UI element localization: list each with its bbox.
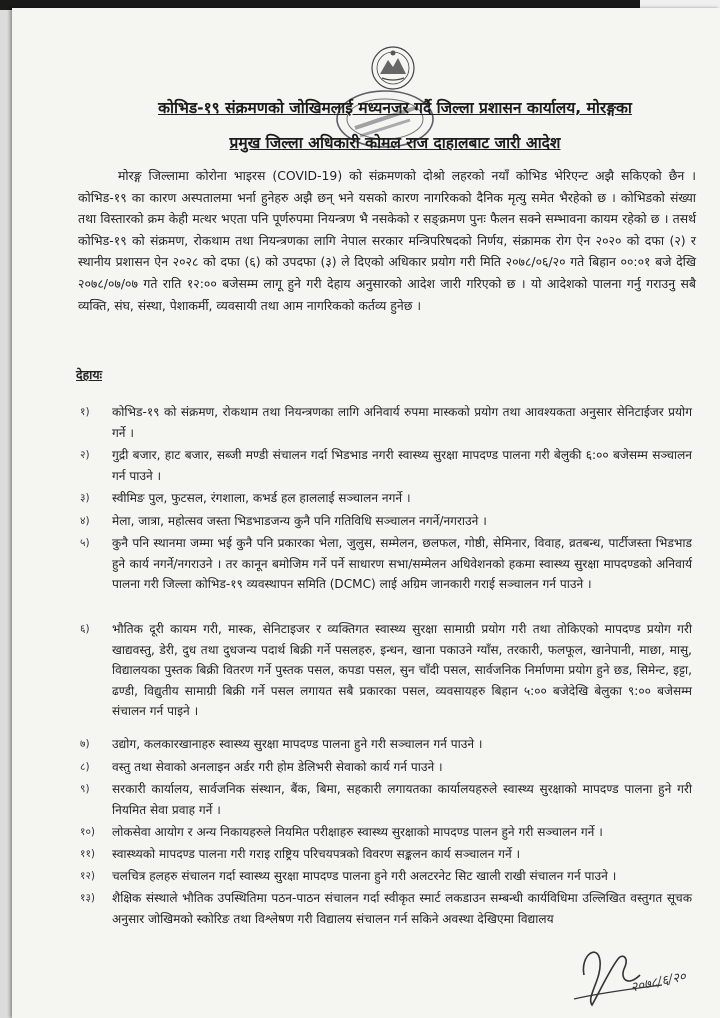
list-item [80,511,692,532]
item-number: ७) [80,738,90,750]
section-heading: देहायः [76,367,103,382]
list-item [80,822,692,843]
item-number: ३) [80,492,90,504]
government-emblem-icon [368,44,418,92]
item-number: ८) [80,761,90,773]
item-text: कोभिड-१९ को संक्रमण, रोकथाम तथा नियन्त्रणका लागि अनिवार्य रुपमा मास्कको प्रयोग तथा आवश्यकता अनुसार सेनिटाईजर प्रयोग गर्ने । [112,405,692,440]
item-text: स्वास्थ्यको मापदण्ड पालना गरी गराइ राष्ट्रिय परिचयपत्रको विवरण सङ्कलन कार्य सञ्चालन गर्ने । [112,847,521,861]
item-text: गुद्री बजार, हाट बजार, सब्जी मण्डी संचालन गर्दा भिडभाड नगरी स्वास्थ्य सुरक्षा मापदण्ड पालना गरी बेलुकी ६:०० बजेसम्म सञ्चालन गर्न पाउने । [112,448,692,483]
item-number: ६) [80,623,90,635]
list-item [80,757,692,778]
item-text: चलचित्र हलहरु संचालन गर्दा स्वास्थ्य सुरक्षा मापदण्ड पालना हुने गरी अलटरनेट सिट खाली राखी संचालन गर्न पाउने । [112,869,617,883]
list-item [80,734,692,755]
signature-date: २०७८/६/२० [629,969,688,996]
item-text: शैक्षिक संस्थाले भौतिक उपस्थितिमा पठन-पाठन संचालन गर्दा स्वीकृत स्मार्ट लकडाउन सम्बन्धी कार्यविधिमा उल्लिखित वस्तुगत सूचक अनुसार जोखिमको स्कोरिङ तथा विश्लेषण गरी विद्यालय संचालन गर्न सकिने अवस्था देखिएमा विद्यालय [112,891,692,926]
list-item [80,533,692,595]
item-number: २) [80,449,90,461]
list-item [80,402,692,443]
intro-paragraph: मोरङ्ग जिल्लामा कोरोना भाइरस (COVID-19) को संक्रमणको दोश्रो लहरको नयाँ कोभिड भेरिएन्ट अझै सकिएको छैन । कोभिड-१९ का कारण अस्पतालमा भर्ना हुनेहरु अझै छन् भने यसको कारण नागरिकको दैनिक मृत्यु समेत भैरहेको छ । कोभिडको संख्या तथा विस्तारको क्रम केही मत्थर भएता पनि पूर्णरुपमा नियन्त्रण भै नसकेको र सङ्क्रमण पुनः फैलन सक्ने सम्भावना कायम रहेको छ । तसर्थ कोभिड-१९ को संक्रमण, रोकथाम तथा नियन्त्रणका लागि नेपाल सरकार मन्त्रिपरिषदको निर्णय, संक्रामक रोग ऐन २०२० को दफा (२) र स्थानीय प्रशासन ऐन २०२८ को दफा (६) को उपदफा (३) ले दिएको अधिकार प्रयोग गरी मिति २०७८/०६/२० गते बिहान ००:०१ बजे देखि २०७८/०७/०७ गते राति १२:०० बजेसम्म लागू हुने गरी देहाय अनुसारको आदेश जारी गरिएको छ । यो आदेशको पालना गर्नु गराउनु सबै व्यक्ति, संघ, संस्था, पेशाकर्मी, व्यवसायी तथा आम नागरिकको कर्तव्य हुनेछ । [78,168,696,313]
item-text: उद्योग, कलकारखानाहरु स्वास्थ्य सुरक्षा मापदण्ड पालना हुने गरी सञ्चालन गर्न पाउने । [112,737,483,751]
list-item [80,779,692,820]
item-text: कुनै पनि स्थानमा जम्मा भई कुनै पनि प्रकारका भेला, जुलुस, सम्मेलन, छलफल, गोष्ठी, सेमिनार, विवाह, व्रतबन्ध, पार्टीजस्ता भिडभाड हुने कार्य नगर्ने/नगराउने । तर कानून बमोजिम गर्ने पर्ने साधारण सभा/सम्मेलन अधिवेशनको हकमा स्वास्थ्य सुरक्षा मापदण्डको अनिवार्य पालना गरी जिल्ला कोभिड-१९ व्यवस्थापन समिति (DCMC) लाई अग्रिम जानकारी गराई सञ्चालन गर्न पाउने । [112,536,692,591]
item-text: सरकारी कार्यालय, सार्वजनिक संस्थान, बैंक, बिमा, सहकारी लगायतका कार्यालयहरुले स्वास्थ्य सुरक्षाको मापदण्ड पालना हुने गरी नियमित सेवा प्रवाह गर्ने । [112,782,692,817]
item-text: मेला, जात्रा, महोत्सव जस्ता भिडभाडजन्य कुनै पनि गतिविधि सञ्चालन नगर्ने/नगराउने । [112,514,487,528]
item-number: ५) [80,537,90,549]
handwritten-signature-icon [570,935,710,1013]
list-item [80,619,692,722]
item-text: वस्तु तथा सेवाको अनलाइन अर्डर गरी होम डेलिभरी सेवाको कार्य गर्न पाउने । [112,760,443,774]
item-number: १) [80,406,90,418]
list-item [80,866,692,887]
list-item [80,888,692,929]
item-text: लोकसेवा आयोग र अन्य निकायहरुले नियमित परीक्षाहरु स्वास्थ्य सुरक्षाको मापदण्ड पालन हुने गरी सञ्चालन गर्ने । [112,825,603,839]
item-number: ९) [80,783,90,795]
item-text: भौतिक दूरी कायम गरी, मास्क, सेनिटाइजर र व्यक्तिगत स्वास्थ्य सुरक्षा सामाग्री प्रयोग गरी तथा तोकिएको मापदण्ड प्रयोग गरी खाद्यवस्तु, डेरी, दुध तथा दुधजन्य पदार्थ बिक्री गर्ने पसलहरु, इन्धन, खाना पकाउने ग्याँस, तरकारी, फलफूल, खानेपानी, माछा, मासु, विद्यालयका पुस्तक बिक्री वितरण गर्ने पुस्तक पसल, कपडा पसल, सुन चाँदी पसल, सार्वजनिक निर्माणमा प्रयोग हुने छड, सिमेन्ट, इट्टा, ढण्डी, विद्युतीय सामाग्री बिक्री गर्ने पसल लगायत सबै प्रकारका पसल, व्यवसायहरु बिहान ५:०० बजेदेखि बेलुका ९:०० बजेसम्म संचालन गर्न पाइने । [112,622,692,718]
item-number: १३) [80,892,96,904]
item-number: ४) [80,515,90,527]
item-number: १२) [80,870,96,882]
item-number: १०) [80,826,96,838]
list-item [80,844,692,865]
list-item [80,488,692,509]
document-title-line-2: प्रमुख जिल्ला अधिकारी कोमल राज दाहालबाट जारी आदेश [229,134,561,152]
item-number: ११) [80,848,96,860]
item-text: स्वीमिङ पुल, फुटसल, रंगशाला, कभर्ड हल हाललाई सञ्चालन नगर्ने । [112,491,411,505]
document-title-line-1: कोभिड-१९ संक्रमणको जोखिमलाई मध्यनजर गर्दै जिल्ला प्रशासन कार्यालय, मोरङ्गका [158,99,632,117]
list-item [80,445,692,486]
